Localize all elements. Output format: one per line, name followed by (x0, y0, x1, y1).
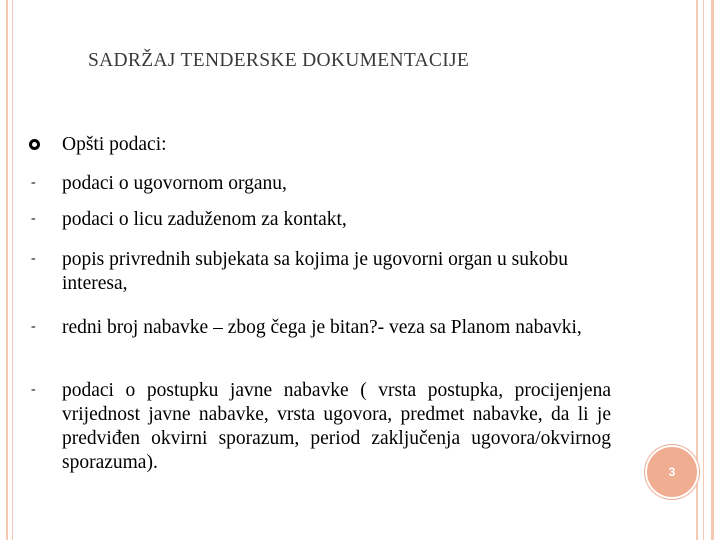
dash-marker: - (31, 211, 36, 226)
right-border-line (696, 0, 698, 540)
list-heading: Opšti podaci: (62, 134, 167, 155)
dash-marker: - (31, 382, 36, 397)
right-border-line-thin (703, 0, 704, 540)
dash-marker: - (31, 319, 36, 334)
list-item-text: podaci o postupku javne nabavke ( vrsta postupka, procijenjena vrijednost javne nabavke, vrsta ugovora, predmet nabavke, da li je predviđen okvirni sporazum, period zaključenja ugovora/okvirnog sporazuma). (62, 380, 611, 473)
dash-marker: - (31, 251, 36, 266)
circle-bullet-icon (29, 139, 40, 150)
right-border-line-outer (711, 0, 714, 540)
list-item-text: redni broj nabavke – zbog čega je bitan?- veza sa Planom nabavki, (62, 317, 582, 338)
dash-marker: - (31, 175, 36, 190)
list-item-text: popis privrednih subjekata sa kojima je ugovorni organ u sukobu interesa, (62, 249, 569, 294)
page-number-badge: 3 (645, 445, 699, 499)
list-item-text: podaci o ugovornom organu, (62, 173, 287, 194)
list-item-text: podaci o licu zaduženom za kontakt, (62, 209, 347, 230)
left-border-line (6, 0, 8, 540)
left-border-line-inner (12, 0, 13, 540)
slide-title: SADRŽAJ TENDERSKE DOKUMENTACIJE (88, 50, 470, 71)
